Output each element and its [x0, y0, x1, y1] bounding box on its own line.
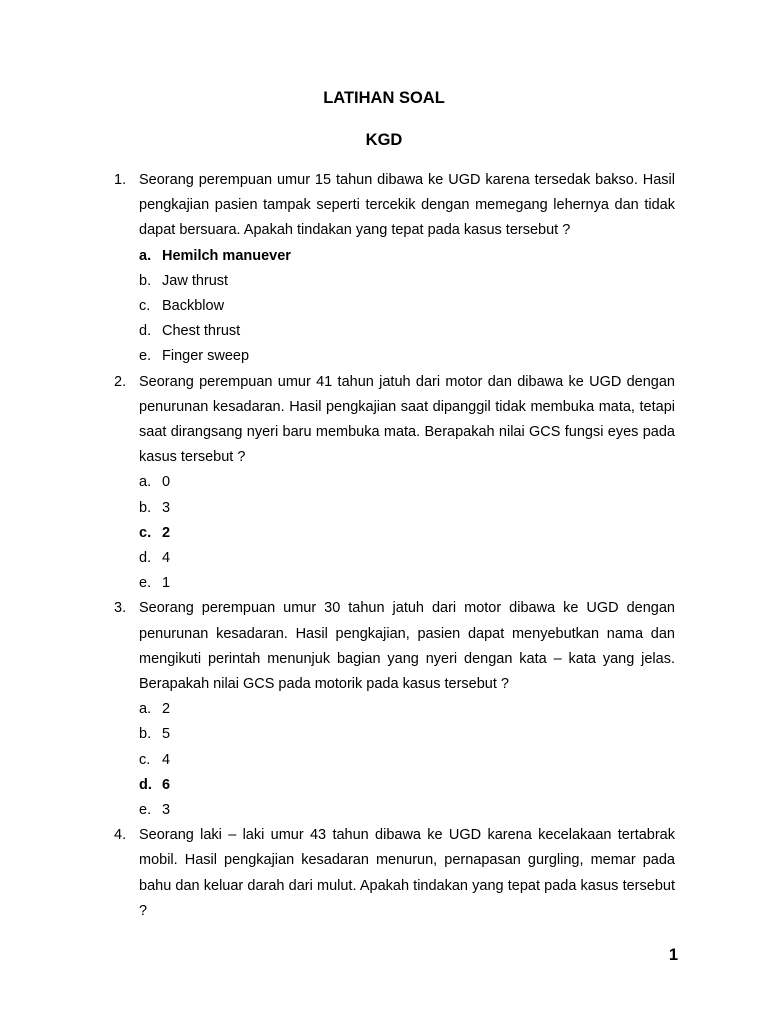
answer-option	[139, 269, 675, 294]
document-title: LATIHAN SOAL	[323, 89, 445, 107]
question-text: Seorang perempuan umur 30 tahun jatuh dari motor dibawa ke UGD dengan penurunan kesadaran. Hasil pengkajian, pasien dapat menyebutkan nama dan mengikuti perintah menunjuk bagian yang nyeri dengan kata – kata yang jelas. Berapakah nilai GCS pada motorik pada kasus tersebut ?	[139, 600, 675, 693]
option-label: c.	[139, 298, 151, 315]
option-text: Finger sweep	[162, 348, 250, 365]
answer-option	[139, 748, 675, 773]
option-text: Jaw thrust	[162, 272, 229, 289]
option-label: c.	[139, 751, 151, 768]
option-text: 2	[162, 524, 171, 541]
option-label: d.	[139, 776, 152, 793]
question-number: 2.	[114, 373, 127, 390]
question-item	[114, 823, 675, 924]
option-label: d.	[139, 550, 152, 567]
option-text: 4	[162, 550, 171, 567]
option-label: e.	[139, 802, 152, 819]
question-number: 1.	[114, 172, 127, 188]
option-text: 4	[162, 751, 171, 768]
option-label: e.	[139, 575, 152, 592]
question-text: Seorang perempuan umur 41 tahun jatuh dari motor dan dibawa ke UGD dengan penurunan kesadaran. Hasil pengkajian saat dipanggil tidak membuka mata, tetapi saat dirangsang nyeri baru membuka mata. Berapakah nilai GCS fungsi eyes pada kasus tersebut ?	[139, 373, 675, 466]
option-label: b.	[139, 499, 152, 516]
answer-option	[139, 470, 675, 495]
answer-option-correct	[139, 244, 675, 269]
option-label: a.	[139, 701, 152, 718]
question-item	[114, 370, 675, 597]
document-subtitle: KGD	[365, 131, 403, 149]
question-text: Seorang perempuan umur 15 tahun dibawa ke UGD karena tersedak bakso. Hasil pengkajian pasien tampak seperti tercekik dengan memegang lehernya dan tidak dapat bersuara. Apakah tindakan yang tepat pada kasus tersebut ?	[139, 172, 675, 239]
option-label: e.	[139, 348, 152, 365]
answer-option-correct	[139, 521, 675, 546]
option-label: a.	[139, 247, 152, 264]
answer-option	[139, 344, 675, 369]
option-text: 5	[162, 726, 171, 743]
option-text: 1	[162, 575, 171, 592]
option-text: 2	[162, 701, 171, 718]
question-number: 3.	[114, 600, 127, 617]
answer-option	[139, 697, 675, 722]
answer-options	[139, 697, 675, 823]
question-item	[114, 596, 675, 823]
answer-options	[139, 244, 675, 370]
page-number: 1	[668, 946, 678, 964]
option-text: Backblow	[162, 298, 225, 315]
answer-option	[139, 571, 675, 596]
option-text: 6	[162, 776, 171, 793]
option-label: b.	[139, 726, 152, 743]
option-text: Hemilch manuever	[162, 247, 291, 264]
option-text: 3	[162, 499, 171, 516]
option-text: Chest thrust	[162, 323, 241, 340]
option-text: 3	[162, 802, 171, 819]
answer-option	[139, 496, 675, 521]
answer-options	[139, 470, 675, 596]
question-list	[114, 168, 675, 924]
answer-option	[139, 798, 675, 823]
answer-option-correct	[139, 773, 675, 798]
answer-option	[139, 294, 675, 319]
answer-option	[139, 546, 675, 571]
option-label: d.	[139, 323, 152, 340]
question-number: 4.	[114, 827, 127, 844]
answer-option	[139, 319, 675, 344]
option-label: b.	[139, 272, 152, 289]
option-text: 0	[162, 474, 171, 491]
answer-option	[139, 722, 675, 747]
question-text: Seorang laki – laki umur 43 tahun dibawa ke UGD karena kecelakaan tertabrak mobil. Hasil pengkajian kesadaran menurun, pernapasan gurgling, memar pada bahu dan keluar darah dari mulut. Apakah tindakan yang tepat pada kasus tersebut ?	[139, 827, 675, 919]
option-label: a.	[139, 474, 152, 491]
option-label: c.	[139, 524, 152, 541]
question-item	[114, 168, 675, 370]
